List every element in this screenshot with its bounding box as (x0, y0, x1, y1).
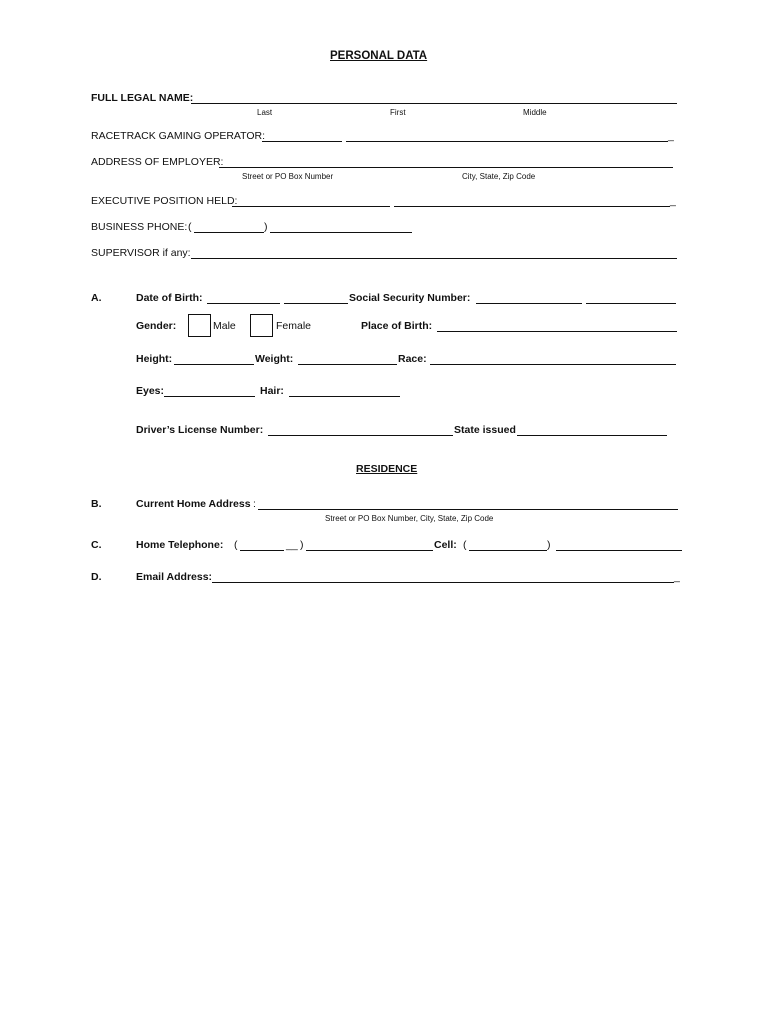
drivers-license-label: Driver’s License Number: (136, 424, 264, 436)
racetrack-operator-label: RACETRACK GAMING OPERATOR: (91, 130, 266, 142)
weight-label: Weight: (255, 353, 294, 365)
eyes-label: Eyes: (136, 385, 165, 397)
home-telephone-area-code-field[interactable] (240, 550, 284, 551)
executive-position-field-a[interactable] (232, 206, 390, 207)
employer-city-caption: City, State, Zip Code (462, 172, 536, 181)
place-of-birth-field[interactable] (437, 331, 677, 332)
cell-area-code-field[interactable] (469, 550, 547, 551)
cell-number-field[interactable] (556, 550, 682, 551)
racetrack-operator-field-b[interactable] (346, 141, 668, 142)
section-c-letter: C. (91, 539, 102, 551)
dob-label: Date of Birth: (136, 292, 203, 304)
executive-position-label: EXECUTIVE POSITION HELD: (91, 195, 238, 207)
drivers-license-field[interactable] (268, 435, 453, 436)
supervisor-label: SUPERVISOR if any: (91, 247, 191, 259)
email-address-label: Email Address: (136, 571, 213, 583)
business-phone-area-code-field[interactable] (194, 232, 264, 233)
weight-field[interactable] (298, 364, 397, 365)
hair-label: Hair: (260, 385, 284, 397)
gender-female-checkbox[interactable] (250, 314, 273, 337)
eyes-field[interactable] (164, 396, 255, 397)
employer-street-caption: Street or PO Box Number (242, 172, 334, 181)
cell-open-paren: ( (463, 539, 467, 551)
home-telephone-open-paren: ( (234, 539, 238, 551)
height-label: Height: (136, 353, 173, 365)
home-telephone-label: Home Telephone: (136, 539, 224, 551)
business-phone-number-field[interactable] (270, 232, 412, 233)
home-address-colon: : (253, 498, 256, 510)
section-d-letter: D. (91, 571, 102, 583)
hair-field[interactable] (289, 396, 400, 397)
race-label: Race: (398, 353, 427, 365)
gender-label: Gender: (136, 320, 177, 332)
home-telephone-mid: __ (286, 539, 298, 551)
cell-label: Cell: (434, 539, 457, 551)
home-address-field[interactable] (258, 509, 678, 510)
gender-female-label: Female (276, 320, 312, 332)
executive-position-field-b[interactable] (394, 206, 670, 207)
place-of-birth-label: Place of Birth: (361, 320, 433, 332)
ssn-field-a[interactable] (476, 303, 582, 304)
full-legal-name-field[interactable] (191, 103, 677, 104)
first-name-caption: First (390, 108, 406, 117)
racetrack-operator-trail: _ (668, 130, 674, 142)
race-field[interactable] (430, 364, 676, 365)
state-issued-label: State issued (454, 424, 516, 436)
home-address-caption: Street or PO Box Number, City, State, Zip Code (325, 514, 494, 523)
section-b-letter: B. (91, 498, 102, 510)
home-address-label: Current Home Address (136, 498, 251, 510)
section-a-letter: A. (91, 292, 102, 304)
home-telephone-number-field[interactable] (306, 550, 433, 551)
executive-position-trail: _ (670, 195, 676, 207)
home-telephone-close-paren: ) (300, 539, 304, 551)
ssn-label: Social Security Number: (349, 292, 471, 304)
last-name-caption: Last (257, 108, 273, 117)
cell-close-paren: ) (547, 539, 551, 551)
employer-address-label: ADDRESS OF EMPLOYER: (91, 156, 224, 168)
full-legal-name-label: FULL LEGAL NAME: (91, 92, 194, 104)
ssn-field-b[interactable] (586, 303, 676, 304)
business-phone-open-paren: ( (188, 221, 192, 233)
business-phone-close-paren: ) (264, 221, 268, 233)
gender-male-label: Male (213, 320, 236, 332)
middle-name-caption: Middle (523, 108, 547, 117)
state-issued-field[interactable] (517, 435, 667, 436)
email-address-field[interactable] (212, 582, 674, 583)
height-field[interactable] (174, 364, 254, 365)
email-address-trail: _ (674, 571, 680, 583)
residence-title: RESIDENCE (356, 463, 418, 475)
dob-field-b[interactable] (284, 303, 348, 304)
employer-address-field[interactable] (219, 167, 673, 168)
racetrack-operator-field-a[interactable] (262, 141, 342, 142)
page-title: PERSONAL DATA (330, 50, 428, 62)
supervisor-field[interactable] (191, 258, 677, 259)
gender-male-checkbox[interactable] (188, 314, 211, 337)
business-phone-label: BUSINESS PHONE: (91, 221, 188, 233)
dob-field-a[interactable] (207, 303, 280, 304)
